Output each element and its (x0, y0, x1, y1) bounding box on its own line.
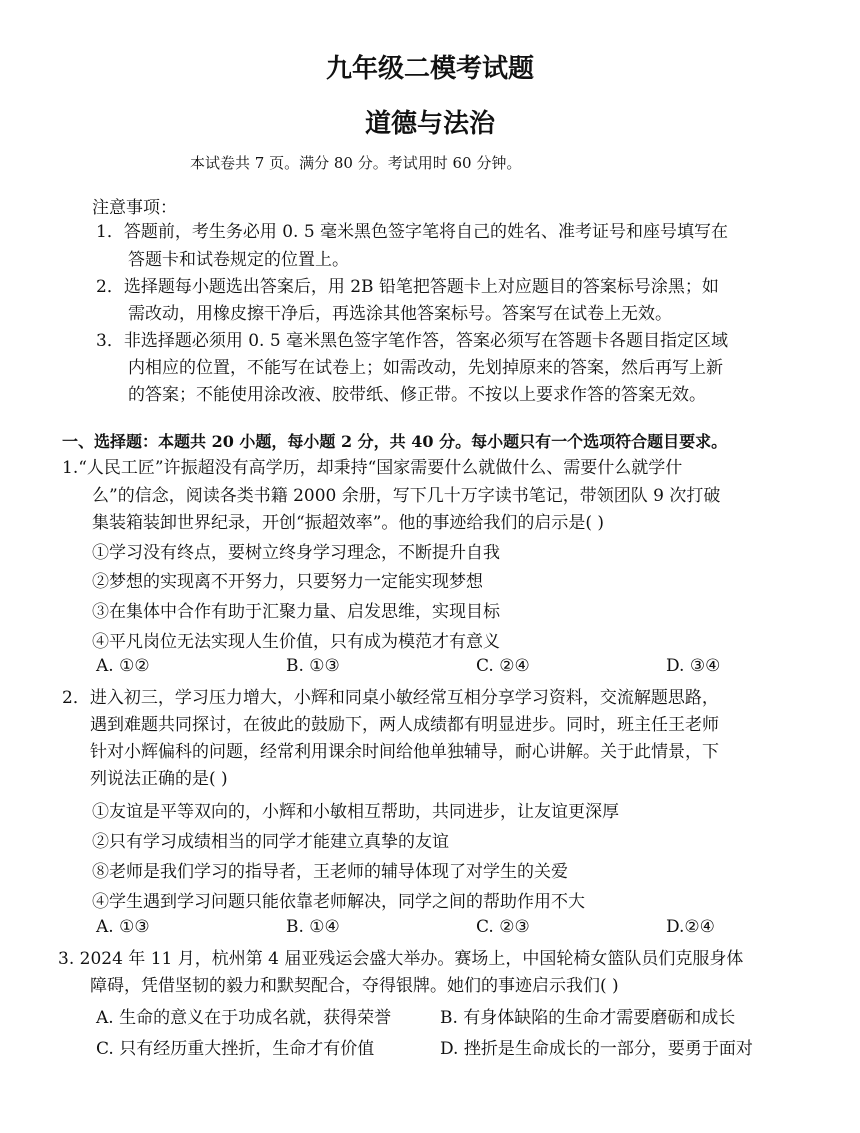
q2-item-4: ④学生遇到学习问题只能依靠老师解决，同学之间的帮助作用不大 (92, 892, 585, 912)
q1-option-d: D. ③④ (666, 656, 721, 676)
q2-stem-line-1: 2．进入初三，学习压力增大，小辉和同桌小敏经常互相分享学习资料，交流解题思路， (62, 688, 719, 708)
q2-option-b: B. ①④ (286, 917, 340, 937)
notice-item-3-line-1: 3．非选择题必须用 0. 5 毫米黑色签字笔作答，答案必须写在答题卡各题目指定区域 (96, 331, 729, 351)
notice-item-3-line-3: 的答案；不能使用涂改液、胶带纸、修正带。不按以上要求作答的答案无效。 (128, 385, 706, 405)
exam-meta: 本试卷共 7 页。满分 80 分。考试用时 60 分钟。 (190, 154, 522, 172)
q1-item-4: ④平凡岗位无法实现人生价值，只有成为模范才有意义 (92, 632, 500, 652)
notice-item-1-line-1: 1．答题前，考生务必用 0. 5 毫米黑色签字笔将自己的姓名、准考证号和座号填写在 (96, 222, 729, 242)
q2-item-3: ⑧老师是我们学习的指导者，王老师的辅导体现了对学生的关爱 (92, 862, 568, 882)
q2-option-d: D.②④ (666, 917, 715, 937)
q2-stem-line-4: 列说法正确的是( ) (90, 769, 228, 789)
q1-option-a: A. ①② (96, 656, 150, 676)
q3-option-b: B. 有身体缺陷的生命才需要磨砺和成长 (440, 1008, 736, 1028)
exam-subject: 道德与法治 (364, 109, 495, 139)
q3-option-c: C. 只有经历重大挫折，生命才有价值 (96, 1039, 375, 1059)
q1-option-b: B. ①③ (286, 656, 340, 676)
q1-option-c: C. ②④ (476, 656, 530, 676)
q3-stem-line-2: 障碍，凭借坚韧的毅力和默契配合，夺得银牌。她们的事迹启示我们( ) (90, 976, 619, 996)
q1-stem-line-2: 么”的信念，阅读各类书籍 2000 余册，写下几十万字读书笔记，带领团队 9 次打破 (92, 486, 721, 506)
q1-stem-line-1: 1.“人民工匠”许振超没有高学历，却秉持“国家需要什么就做什么、需要什么就学什 (62, 458, 683, 478)
section-heading: 一、选择题：本题共 20 小题，每小题 2 分，共 40 分。每小题只有一个选项符合题目要求。 (62, 432, 728, 451)
q3-stem-line-1: 3. 2024 年 11 月，杭州第 4 届亚残运会盛大举办。赛场上，中国轮椅女篮队员们克服身体 (58, 949, 744, 969)
notice-item-3-line-2: 内相应的位置，不能写在试卷上；如需改动，先划掉原来的答案，然后再写上新 (128, 358, 723, 378)
q1-item-3: ③在集体中合作有助于汇聚力量、启发思维，实现目标 (92, 602, 500, 622)
q2-stem-line-3: 针对小辉偏科的问题，经常利用课余时间给他单独辅导，耐心讲解。关于此情景，下 (90, 742, 719, 762)
q1-stem-line-3: 集装箱装卸世界纪录，开创“振超效率”。他的事迹给我们的启示是( ) (92, 513, 605, 533)
q2-option-a: A. ①③ (96, 917, 150, 937)
q3-option-a: A. 生命的意义在于功成名就，获得荣誉 (96, 1008, 392, 1028)
notice-heading: 注意事项： (92, 198, 177, 218)
notice-item-1-line-2: 答题卡和试卷规定的位置上。 (128, 250, 349, 270)
q2-item-2: ②只有学习成绩相当的同学才能建立真挚的友谊 (92, 832, 449, 852)
q1-item-2: ②梦想的实现离不开努力，只要努力一定能实现梦想 (92, 572, 483, 592)
q3-option-d: D. 挫折是生命成长的一部分，要勇于面对 (440, 1039, 753, 1059)
notice-item-2-line-1: 2．选择题每小题选出答案后，用 2B 铅笔把答题卡上对应题目的答案标号涂黑；如 (96, 277, 719, 297)
notice-item-2-line-2: 需改动，用橡皮擦干净后，再选涂其他答案标号。答案写在试卷上无效。 (128, 304, 672, 324)
q2-option-c: C. ②③ (476, 917, 530, 937)
exam-title: 九年级二模考试题 (325, 54, 534, 84)
q2-stem-line-2: 遇到难题共同探讨，在彼此的鼓励下，两人成绩都有明显进步。同时，班主任王老师 (90, 715, 719, 735)
q1-item-1: ①学习没有终点，要树立终身学习理念，不断提升自我 (92, 543, 500, 563)
q2-item-1: ①友谊是平等双向的，小辉和小敏相互帮助，共同进步，让友谊更深厚 (92, 802, 619, 822)
